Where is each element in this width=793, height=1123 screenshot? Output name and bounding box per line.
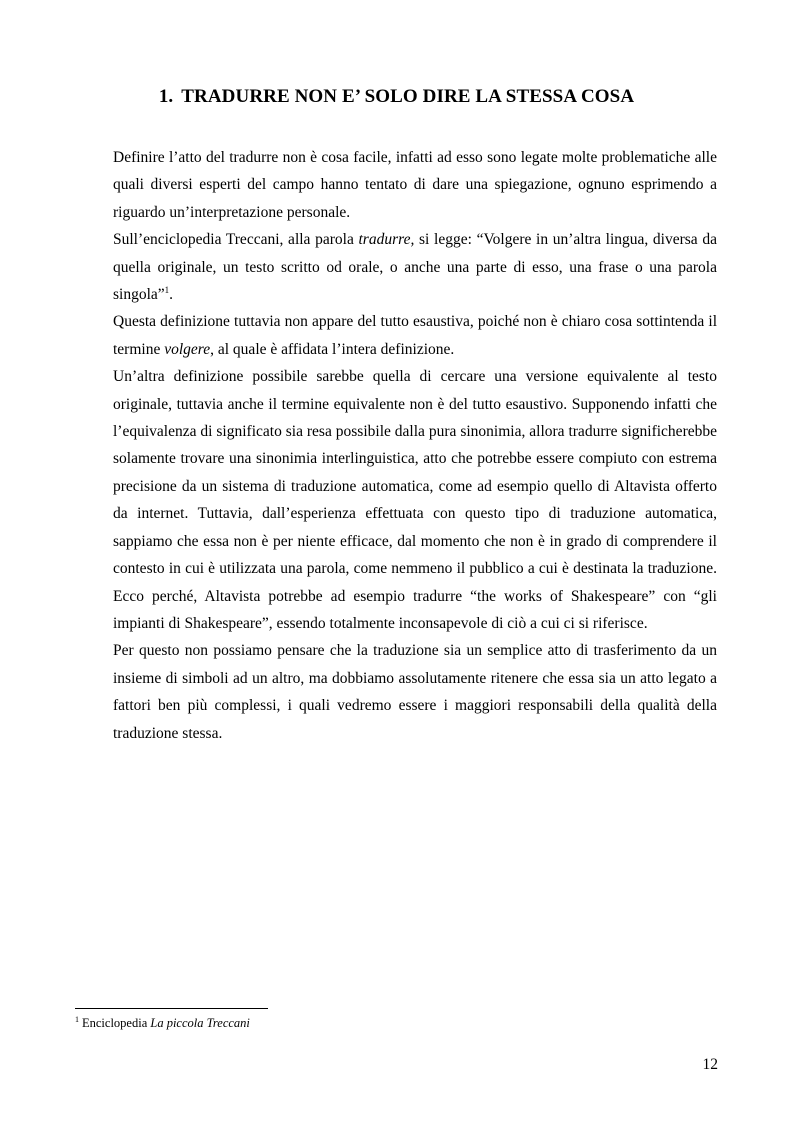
paragraph-5: Per questo non possiamo pensare che la traduzione sia un semplice atto di trasferimento da un insieme di simboli ad un altro, ma dobbiamo assolutamente ritenere che essa sia un atto legato a fattori ben più complessi, i quali vedremo essere i maggiori responsabili della qualità della traduzione stessa. bbox=[113, 642, 717, 742]
page-number: 12 bbox=[702, 1056, 718, 1073]
paragraph-2 bbox=[113, 226, 717, 308]
section-heading bbox=[0, 86, 793, 108]
paragraph-3-italic-term: volgere bbox=[164, 340, 211, 358]
footnote bbox=[75, 1016, 250, 1031]
footnote-reference[interactable]: 1 bbox=[164, 285, 170, 296]
paragraph-2-part-1: Sull’enciclopedia Treccani, alla parola bbox=[113, 231, 359, 249]
footnote-divider bbox=[75, 1008, 268, 1009]
paragraph-3-part-1: Questa definizione tuttavia non appare del tutto esaustiva, poiché non è chiaro cosa sottintenda il termine bbox=[113, 313, 717, 358]
paragraph-2-end: . bbox=[169, 286, 174, 304]
body-text bbox=[113, 144, 717, 747]
paragraph-2-italic-term: tradurre, bbox=[358, 231, 415, 249]
paragraph-3 bbox=[113, 308, 717, 363]
footnote-marker: 1 bbox=[75, 1015, 79, 1024]
footnote-text: Enciclopedia bbox=[82, 1016, 151, 1030]
section-number: 1. bbox=[158, 86, 174, 107]
paragraph-4: Un’altra definizione possibile sarebbe quella di cercare una versione equivalente al testo originale, tuttavia anche il termine equivalente non è del tutto esaustivo. Supponendo infatti che l’equivalenza di significato sia resa possibile dalla pura sinonimia, allora tradurre significherebbe solamente trovare una sinonimia interlinguistica, atto che potrebbe essere compiuto con estrema precisione da un sistema di traduzione automatica, come ad esempio quello di Altavista offerto da internet. Tuttavia, dall’esperienza effettuata con questo tipo di traduzione automatica, sappiamo che essa non è per niente efficace, dal momento che non è in grado di comprendere il contesto in cui è utilizzata una parola, come nemmeno il pubblico a cui è destinata la traduzione. Ecco perché, Altavista potrebbe ad esempio tradurre “the works of Shakespeare” con “gli impianti di Shakespeare”, essendo totalmente inconsapevole di ciò a cui ci si riferisce. bbox=[113, 368, 717, 632]
section-title: TRADURRE NON E’ SOLO DIRE LA STESSA COSA bbox=[181, 86, 635, 107]
paragraph-3-part-2: , al quale è affidata l’intera definizione. bbox=[210, 340, 455, 358]
paragraph-1: Definire l’atto del tradurre non è cosa facile, infatti ad esso sono legate molte problematiche alle quali diversi esperti del campo hanno tentato di dare una spiegazione, ognuno esprimendo a riguardo un’interpretazione personale. bbox=[113, 149, 717, 221]
paragraph-2-part-2: si legge: “Volgere in un’altra lingua, diversa da quella originale, un testo scritto od orale, o anche una parte di esso, una frase o una parola singola” bbox=[113, 231, 717, 304]
footnote-italic-title: La piccola Treccani bbox=[150, 1016, 250, 1030]
